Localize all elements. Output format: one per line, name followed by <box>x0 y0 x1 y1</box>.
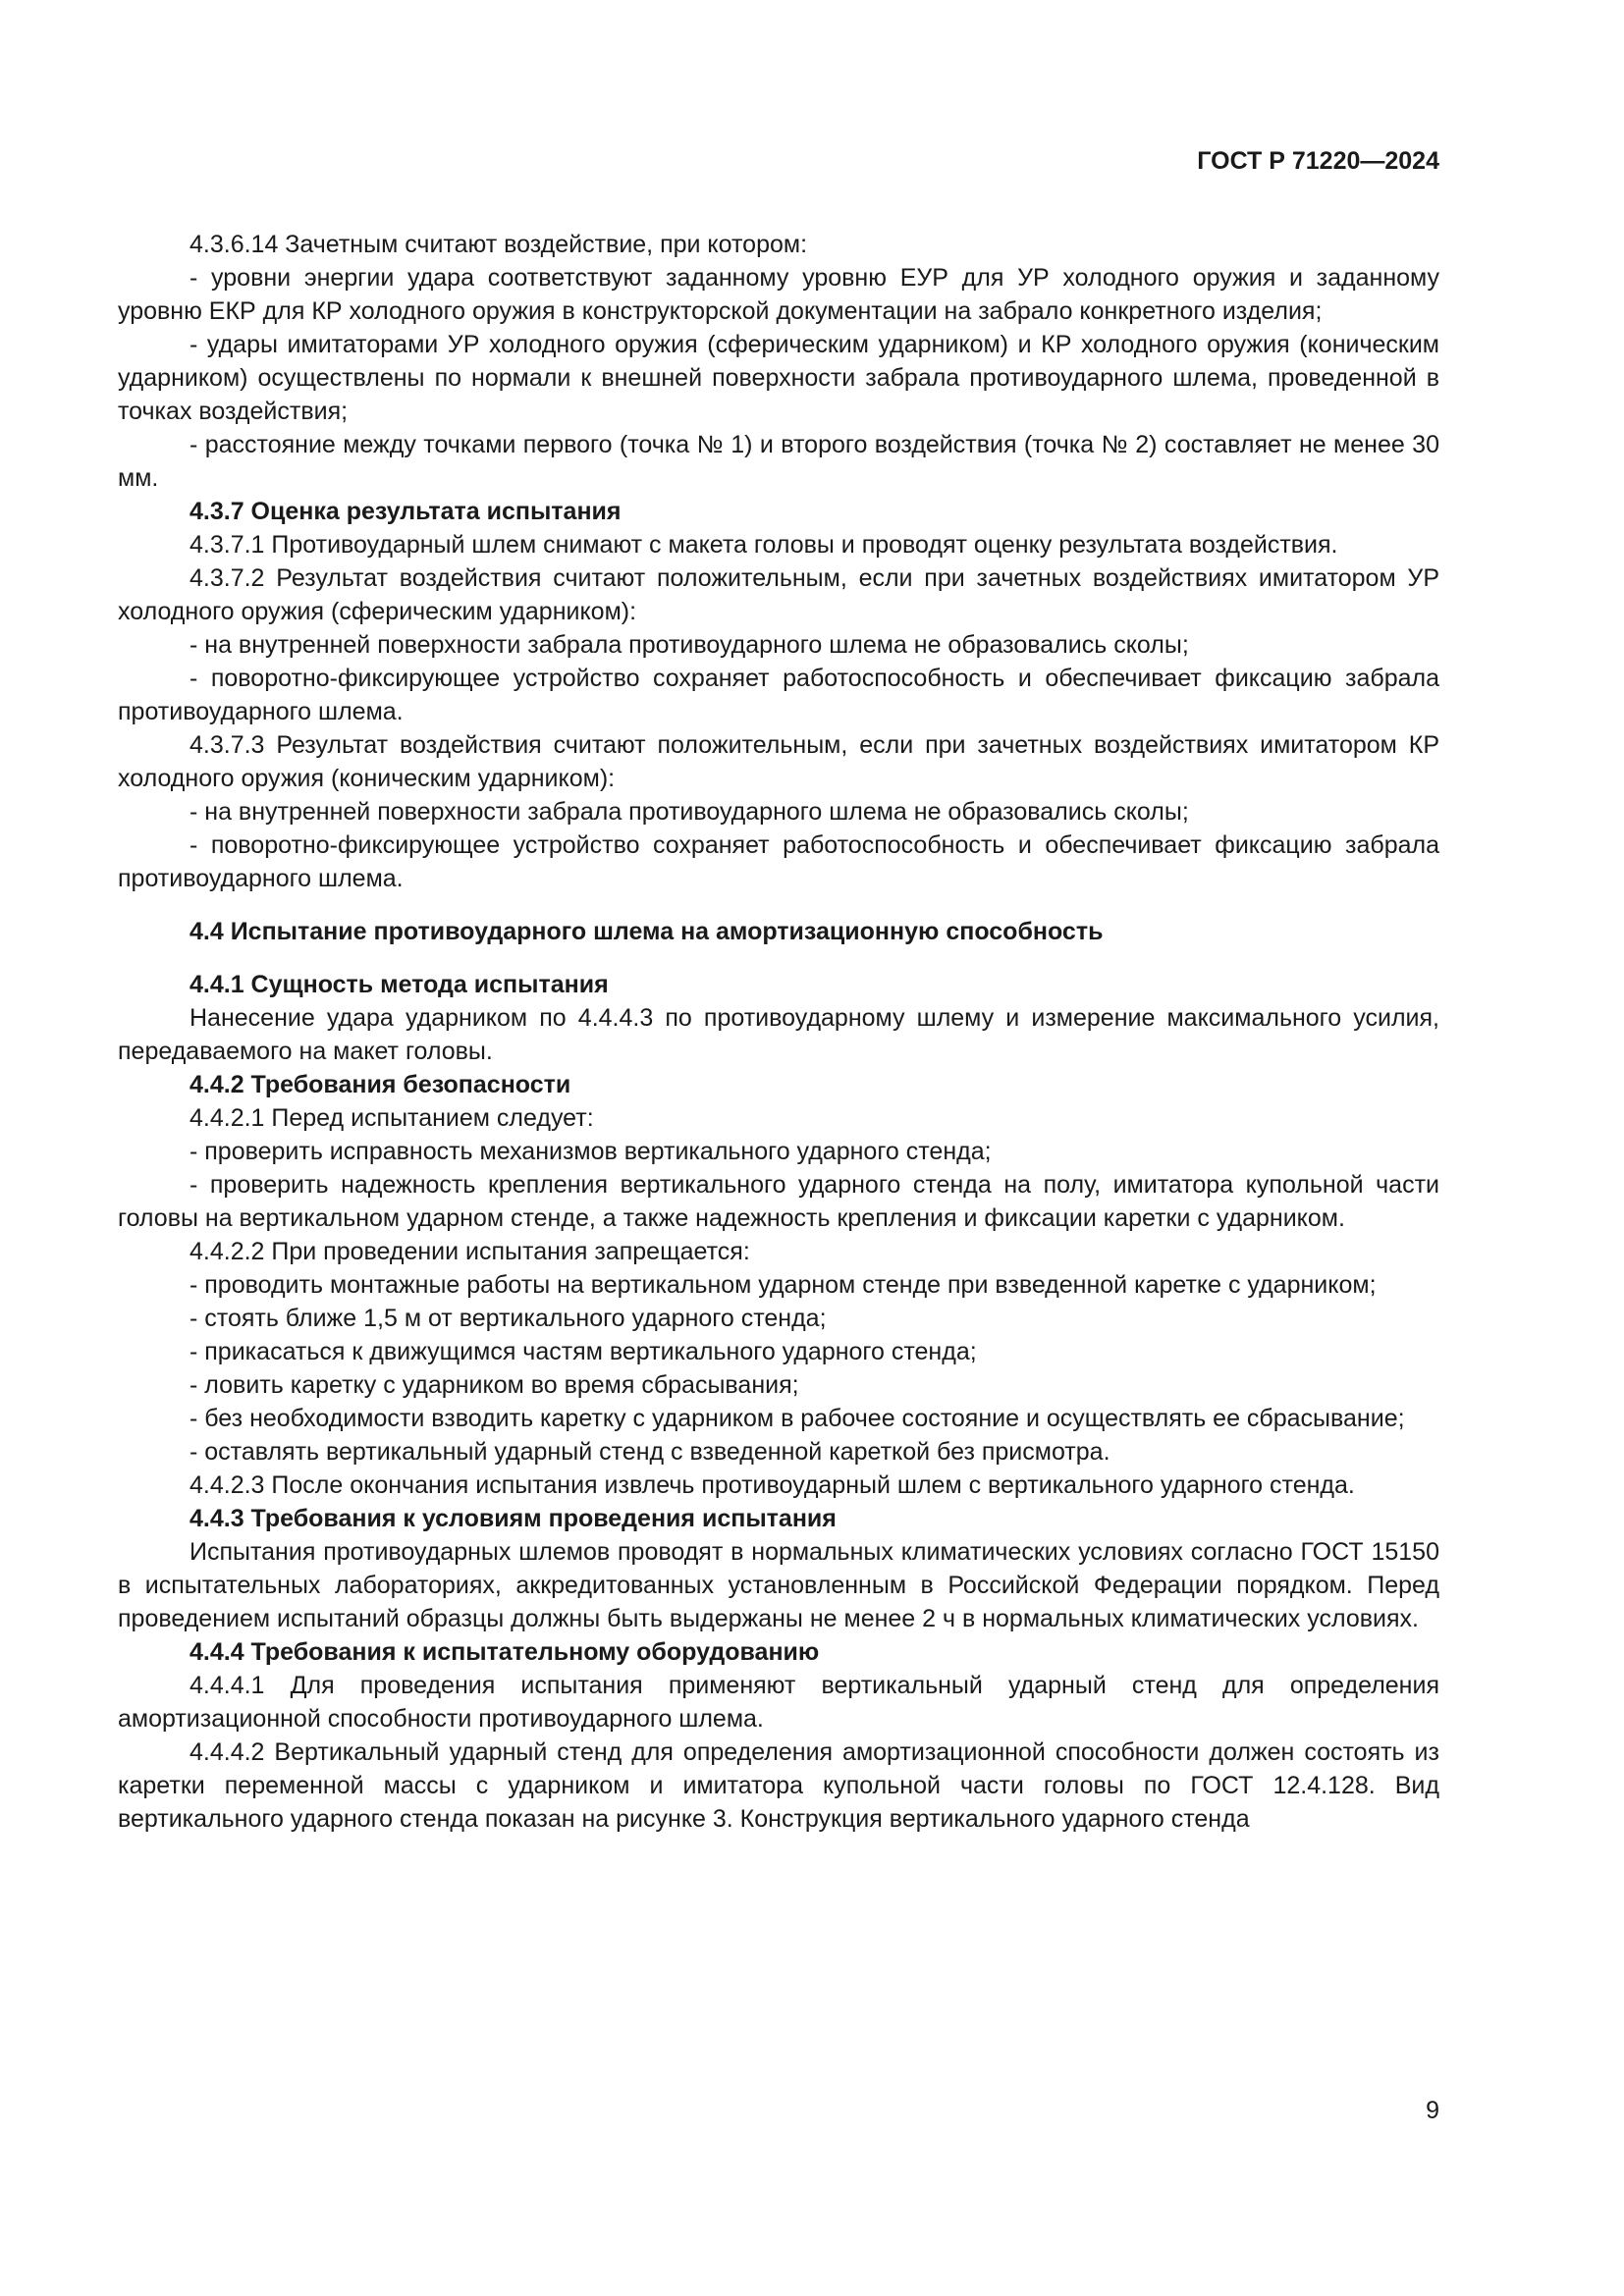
section-heading: 4.4 Испытание противоударного шлема на амортизационную способность <box>189 918 1104 945</box>
list-item: - без необходимости взводить каретку с ударником в рабочее состояние и осуществлять ее сбрасывание; <box>189 1405 1405 1432</box>
document-header: ГОСТ Р 71220—2024 <box>1197 147 1439 175</box>
paragraph: 4.3.7.1 Противоударный шлем снимают с макета головы и проводят оценку результата воздействия. <box>189 531 1338 559</box>
paragraph: 4.4.2.3 После окончания испытания извлечь противоударный шлем с вертикального ударного стенда. <box>189 1471 1355 1499</box>
section-heading: 4.4.2 Требования безопасности <box>189 1071 571 1098</box>
page-number: 9 <box>1426 2097 1439 2124</box>
list-item: - стоять ближе 1,5 м от вертикального ударного стенда; <box>189 1305 827 1332</box>
list-item: - проводить монтажные работы на вертикальном ударном стенде при взведенной каретке с ударником; <box>189 1271 1377 1299</box>
paragraph: 4.3.7.2 Результат воздействия считают положительным, если при зачетных воздействиях имитатором УР холодного оружия (сферическим ударником): <box>118 564 1439 625</box>
section-heading: 4.4.1 Сущность метода испытания <box>189 971 609 998</box>
section-heading: 4.4.4 Требования к испытательному оборудованию <box>189 1638 820 1666</box>
list-item: - расстояние между точками первого (точка № 1) и второго воздействия (точка № 2) составляет не менее 30 мм. <box>118 431 1439 492</box>
paragraph: Нанесение удара ударником по 4.4.4.3 по противоударному шлему и измерение максимального усилия, передаваемого на макет головы. <box>118 1004 1439 1065</box>
list-item: - оставлять вертикальный ударный стенд с взведенной кареткой без присмотра. <box>189 1438 1110 1466</box>
paragraph: 4.3.7.3 Результат воздействия считают положительным, если при зачетных воздействиях имитатором КР холодного оружия (коническим ударником): <box>118 731 1439 792</box>
section-heading: 4.3.7 Оценка результата испытания <box>189 498 622 525</box>
list-item: - на внутренней поверхности забрала противоударного шлема не образовались сколы; <box>189 631 1189 659</box>
paragraph: 4.4.2.2 При проведении испытания запрещается: <box>189 1238 750 1265</box>
list-item: - проверить надежность крепления вертикального ударного стенда на полу, имитатора купольной части головы на вертикальном ударном стенде, а также надежность крепления и фиксации каретки с ударником. <box>118 1171 1439 1232</box>
list-item: - ловить каретку с ударником во время сбрасывания; <box>189 1371 799 1399</box>
list-item: - поворотно-фиксирующее устройство сохраняет работоспособность и обеспечивает фиксацию забрала противоударного шлема. <box>118 665 1439 725</box>
paragraph: Испытания противоударных шлемов проводят в нормальных климатических условиях согласно ГОСТ 15150 в испытательных лабораториях, аккредитованных установленным в Российской Федерации порядком. Перед проведением испытаний образцы должны быть выдержаны не менее 2 ч в нормальных климатических условиях. <box>118 1538 1439 1632</box>
paragraph: 4.4.4.2 Вертикальный ударный стенд для определения амортизационной способности должен состоять из каретки переменной массы с ударником и имитатора купольной части головы по ГОСТ 12.4.128. Вид вертикального ударного стенда показан на рисунке 3. Конструкция вертикального ударного стенда <box>118 1738 1439 1833</box>
paragraph: 4.4.2.1 Перед испытанием следует: <box>189 1104 594 1132</box>
section-heading: 4.4.3 Требования к условиям проведения испытания <box>189 1505 837 1532</box>
list-item: - поворотно-фиксирующее устройство сохраняет работоспособность и обеспечивает фиксацию забрала противоударного шлема. <box>118 831 1439 892</box>
paragraph: 4.4.4.1 Для проведения испытания применяют вертикальный ударный стенд для определения амортизационной способности противоударного шлема. <box>118 1672 1439 1733</box>
paragraph: 4.3.6.14 Зачетным считают воздействие, при котором: <box>189 231 808 258</box>
list-item: - уровни энергии удара соответствуют заданному уровню EУР для УР холодного оружия и заданному уровню EКР для КР холодного оружия в конструкторской документации на забрало конкретного изделия; <box>118 264 1439 325</box>
list-item: - удары имитаторами УР холодного оружия (сферическим ударником) и КР холодного оружия (коническим ударником) осуществлены по нормали к внешней поверхности забрала противоударного шлема, проведенной в точках воздействия; <box>118 331 1439 425</box>
list-item: - проверить исправность механизмов вертикального ударного стенда; <box>189 1138 992 1165</box>
document-body <box>118 228 1439 1836</box>
list-item: - прикасаться к движущимся частям вертикального ударного стенда; <box>189 1338 977 1365</box>
list-item: - на внутренней поверхности забрала противоударного шлема не образовались сколы; <box>189 798 1189 826</box>
